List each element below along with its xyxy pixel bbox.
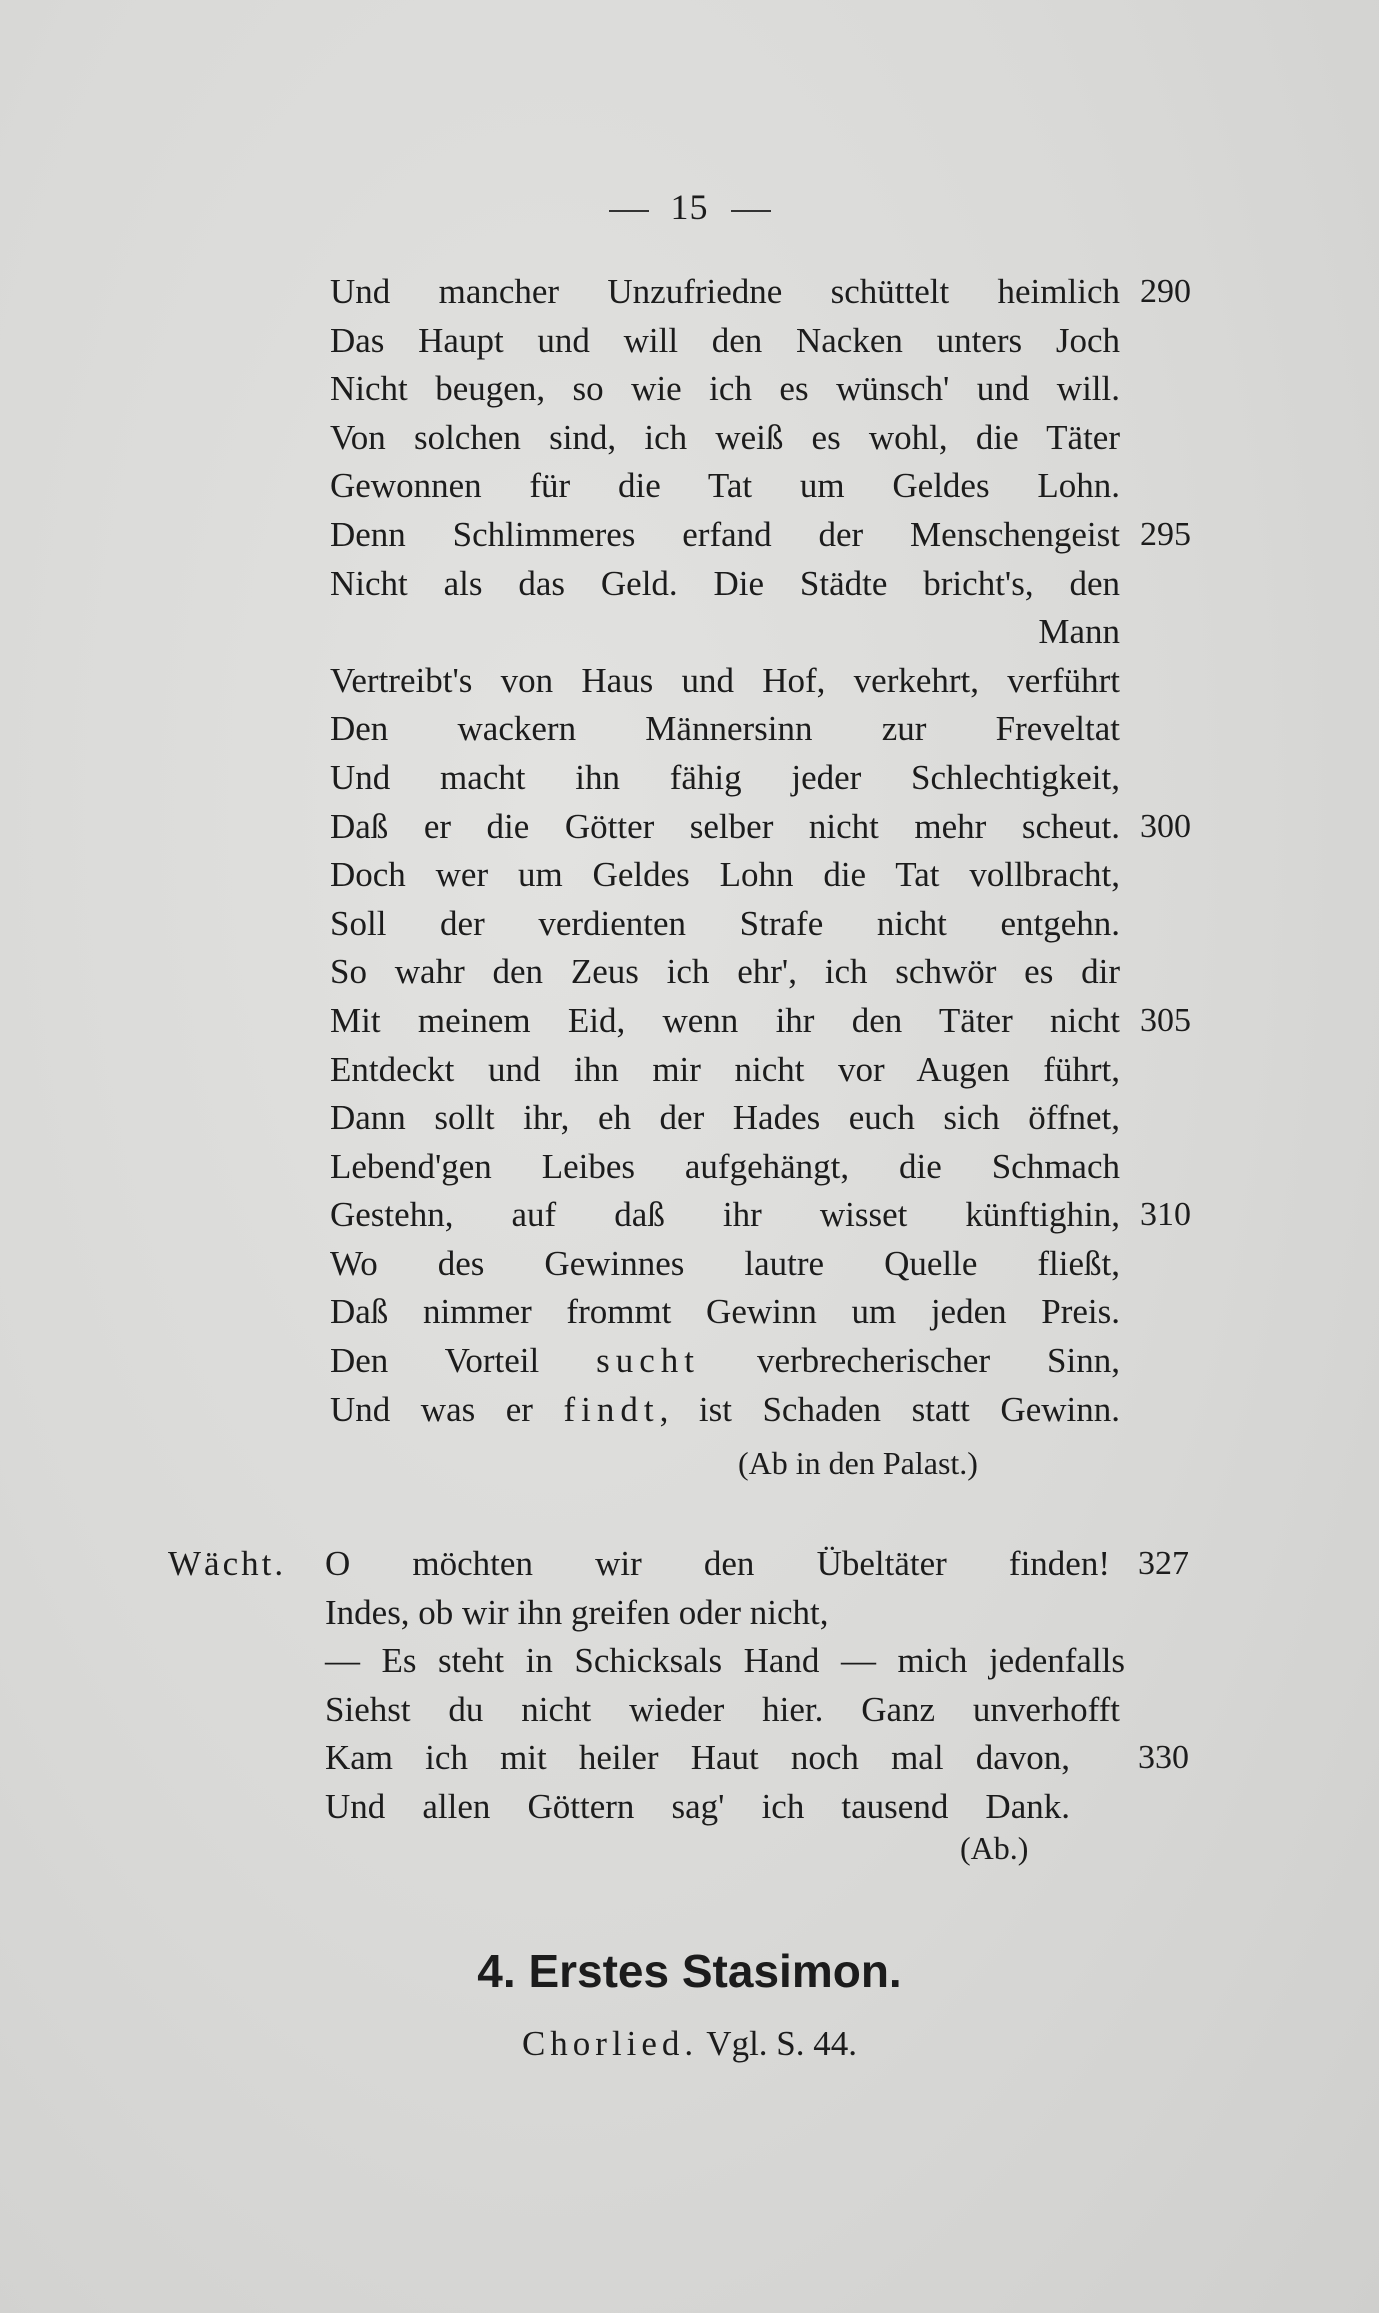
verse-text: Mit meinem Eid, wenn ihr den Täter nicht bbox=[330, 1000, 1120, 1040]
verse-text-part: Den Vorteil bbox=[330, 1341, 597, 1381]
line-number: 310 bbox=[1140, 1196, 1191, 1234]
line-number: 327 bbox=[1138, 1545, 1189, 1582]
line-number: 295 bbox=[1140, 515, 1191, 553]
verse-text: Gewonnen für die Tat um Geldes Lohn. bbox=[330, 466, 1120, 506]
verse-text: Siehst du nicht wieder hier. Ganz unverhofft bbox=[325, 1689, 1120, 1729]
page-number bbox=[0, 186, 1379, 228]
verse-text: So wahr den Zeus ich ehr', ich schwör es dir bbox=[330, 952, 1120, 992]
line-number: 300 bbox=[1140, 807, 1191, 845]
verse-text-part: verbrecherischer Sinn, bbox=[700, 1341, 1120, 1381]
verse-text: Und mancher Unzufriedne schüttelt heimlich bbox=[330, 272, 1120, 311]
verse-text: Nicht beugen, so wie ich es wünsch' und will. bbox=[330, 369, 1120, 409]
verse-line bbox=[0, 948, 1379, 997]
section-heading: 4. Erstes Stasimon. bbox=[477, 1945, 902, 1997]
verse-line bbox=[0, 803, 1379, 852]
emphasized-word: sucht bbox=[596, 1341, 701, 1381]
stage-direction: (Ab in den Palast.) bbox=[738, 1445, 978, 1481]
page-number-text: 15 bbox=[670, 187, 709, 227]
verse-line bbox=[0, 657, 1379, 706]
verse-line bbox=[0, 268, 1379, 317]
dash-right bbox=[731, 210, 771, 212]
verse-line bbox=[0, 1143, 1379, 1192]
verse-text: Entdeckt und ihn mir nicht vor Augen führt, bbox=[330, 1049, 1120, 1089]
verse-line bbox=[0, 1288, 1379, 1337]
subheading-spaced: Chorlied. bbox=[521, 2024, 699, 2063]
dash-left bbox=[609, 210, 649, 212]
verse-text: Und macht ihn fähig jeder Schlechtigkeit, bbox=[330, 757, 1120, 797]
verse-line-spaced bbox=[0, 1386, 1379, 1435]
verse-line bbox=[0, 754, 1379, 803]
verse-line bbox=[0, 1734, 1379, 1783]
verse-line bbox=[0, 1540, 1379, 1589]
verse-line-spaced bbox=[0, 1337, 1379, 1386]
speaker-label: Wächt. bbox=[168, 1544, 287, 1583]
verse-line bbox=[0, 317, 1379, 366]
verse-line bbox=[0, 1046, 1379, 1095]
verse-line bbox=[0, 1589, 1379, 1638]
verse-block-1 bbox=[0, 268, 1379, 1434]
verse-line bbox=[0, 851, 1379, 900]
line-number: 305 bbox=[1140, 1001, 1191, 1039]
verse-line bbox=[0, 365, 1379, 414]
verse-text: Lebend'gen Leibes aufgehängt, die Schmach bbox=[330, 1146, 1120, 1186]
verse-text: Denn Schlimmeres erfand der Menschengeist bbox=[330, 514, 1120, 554]
verse-line bbox=[0, 511, 1379, 560]
verse-line bbox=[0, 1783, 1379, 1832]
verse-text: Gestehn, auf daß ihr wisset künftighin, bbox=[330, 1195, 1120, 1235]
verse-line bbox=[0, 997, 1379, 1046]
verse-line bbox=[0, 560, 1379, 609]
verse-line bbox=[0, 900, 1379, 949]
verse-line bbox=[0, 1191, 1379, 1240]
emphasized-word: findt bbox=[563, 1389, 660, 1429]
verse-text: Daß nimmer frommt Gewinn um jeden Preis. bbox=[330, 1292, 1120, 1332]
verse-text: Und allen Göttern sag' ich tausend Dank. bbox=[325, 1786, 1070, 1826]
verse-text: Dann sollt ihr, eh der Hades euch sich öffnet, bbox=[330, 1098, 1120, 1138]
verse-text-part: , ist Schaden statt Gewinn. bbox=[659, 1389, 1120, 1429]
verse-line bbox=[0, 1637, 1379, 1686]
verse-text bbox=[330, 1337, 1120, 1386]
verse-text: Das Haupt und will den Nacken unters Joch bbox=[330, 320, 1120, 360]
verse-text: Den wackern Männersinn zur Freveltat bbox=[330, 709, 1120, 749]
verse-text: Vertreibt's von Haus und Hof, verkehrt, verführt bbox=[330, 660, 1120, 700]
section-subheading bbox=[0, 2024, 1379, 2064]
verse-text: Daß er die Götter selber nicht mehr scheut. bbox=[330, 806, 1120, 846]
verse-text: — Es steht in Schicksals Hand — mich jedenfalls bbox=[325, 1641, 1125, 1681]
verse-line bbox=[0, 1686, 1379, 1735]
verse-text: Soll der verdienten Strafe nicht entgehn. bbox=[330, 903, 1120, 943]
verse-text: Kam ich mit heiler Haut noch mal davon, bbox=[325, 1738, 1070, 1778]
verse-text: Von solchen sind, ich weiß es wohl, die Täter bbox=[330, 417, 1120, 457]
subheading-rest: Vgl. S. 44. bbox=[698, 2024, 858, 2063]
verse-block-2 bbox=[0, 1540, 1379, 1832]
verse-text: Indes, ob wir ihn greifen oder nicht, bbox=[325, 1592, 829, 1632]
verse-text: O möchten wir den Übeltäter finden! bbox=[325, 1544, 1110, 1583]
verse-text: Doch wer um Geldes Lohn die Tat vollbracht, bbox=[330, 855, 1120, 895]
verse-line bbox=[0, 705, 1379, 754]
verse-line-overflow bbox=[0, 608, 1379, 657]
stage-direction: (Ab.) bbox=[960, 1830, 1029, 1866]
verse-line bbox=[0, 414, 1379, 463]
verse-line bbox=[0, 1094, 1379, 1143]
verse-line bbox=[0, 1240, 1379, 1289]
verse-text: Wo des Gewinnes lautre Quelle fließt, bbox=[330, 1243, 1120, 1283]
verse-text bbox=[330, 1386, 1120, 1435]
verse-line bbox=[0, 462, 1379, 511]
verse-text: Mann bbox=[1038, 612, 1120, 652]
verse-text: Nicht als das Geld. Die Städte bricht's, den bbox=[330, 563, 1120, 603]
line-number: 290 bbox=[1140, 273, 1191, 310]
line-number: 330 bbox=[1138, 1739, 1189, 1777]
verse-text-part: Und was er bbox=[330, 1389, 564, 1429]
